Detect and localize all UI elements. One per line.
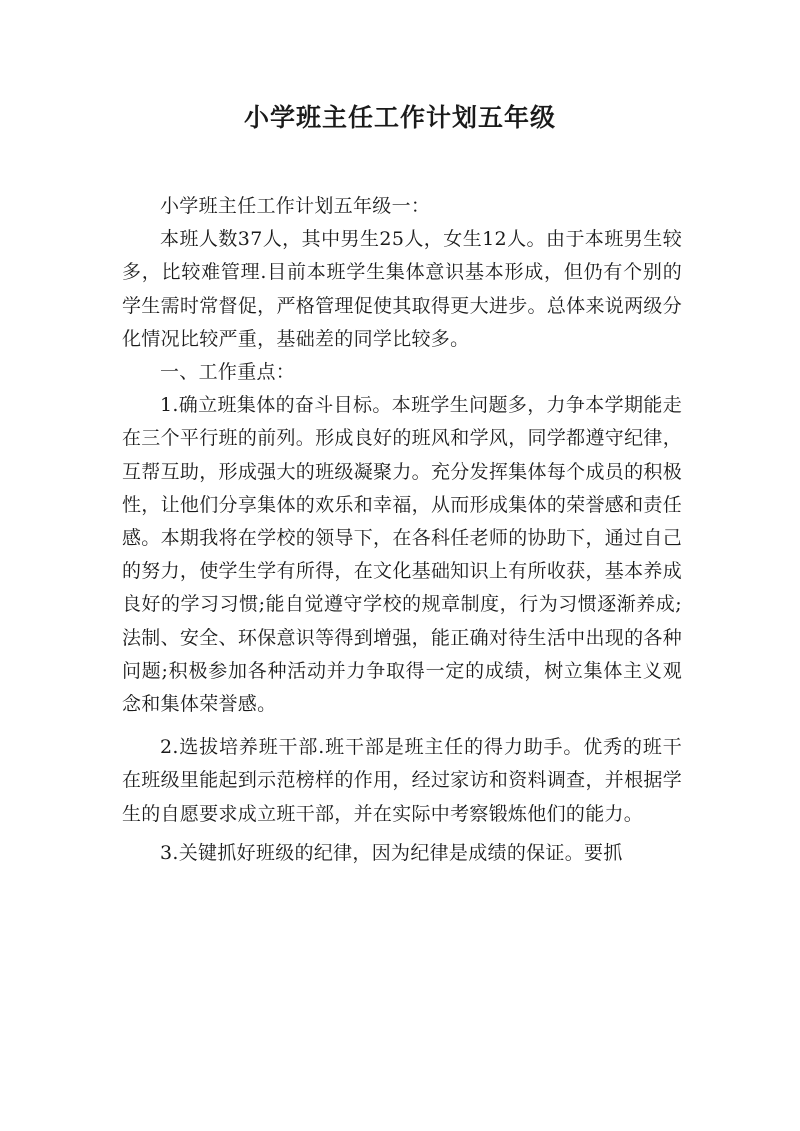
paragraph-section-heading: 一、工作重点： [160, 361, 296, 384]
document-body [122, 190, 682, 870]
paragraph-item-3: 3.关键抓好班级的纪律，因为纪律是成绩的保证。要抓 [160, 841, 623, 864]
paragraph-item-1: 1.确立班集体的奋斗目标。本班学生问题多，力争本学期能走在三个平行班的前列。形成良好的班风和学风，同学都遵守纪律，互帮互助，形成强大的班级凝聚力。充分发挥集体每个成员的积极性，让他们分享集体的欢乐和幸福，从而形成集体的荣誉感和责任感。本期我将在学校的领导下，在各科任老师的协助下，通过自己的努力，使学生学有所得，在文化基础知识上有所收获，基本养成良好的学习习惯;能自觉遵守学校的规章制度，行为习惯逐渐养成;法制、安全、环保意识等得到增强，能正确对待生活中出现的各种问题;积极参加各种活动并力争取得一定的成绩，树立集体主义观念和集体荣誉感。 [122, 394, 682, 716]
document-title: 小学班主任工作计划五年级 [243, 103, 556, 132]
paragraph-intro-heading: 小学班主任工作计划五年级一： [160, 195, 431, 217]
paragraph-class-overview: 本班人数37人，其中男生25人，女生12人。由于本班男生较多，比较难管理.目前本班学生集体意识基本形成，但仍有个别的学生需时常督促，严格管理促使其取得更大进步。总体来说两级分化情况比较严重，基础差的同学比较多。 [122, 228, 682, 350]
paragraph-item-2: 2.选拔培养班干部.班干部是班主任的得力助手。优秀的班干在班级里能起到示范榜样的作用，经过家访和资料调查，并根据学生的自愿要求成立班干部，并在实际中考察锻炼他们的能力。 [122, 736, 682, 825]
